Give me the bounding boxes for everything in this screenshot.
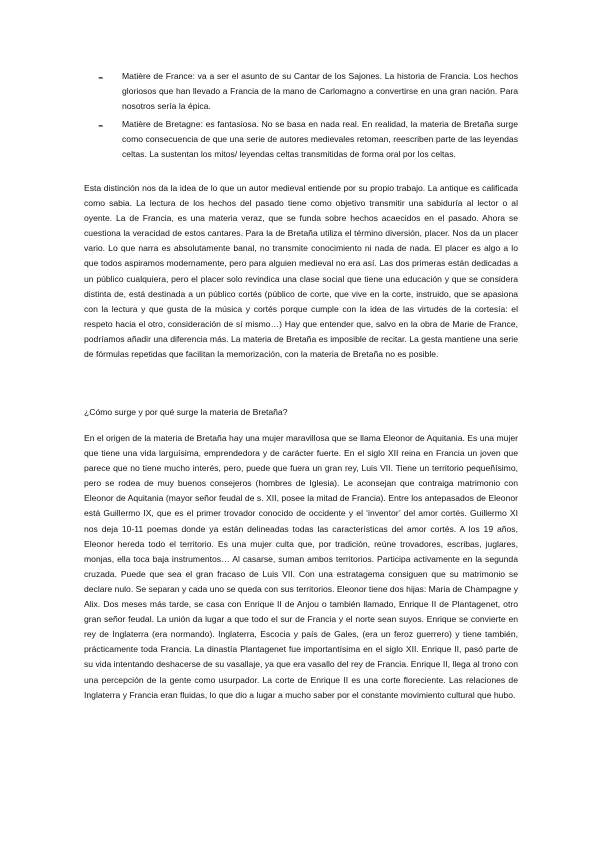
section-heading: ¿Cómo surge y por qué surge la materia de Bretaña? [84,407,288,417]
list-item-text: Matière de Bretagne: es fantasiosa. No se basa en nada real. En realidad, la materia de Bretaña surge como consecuencia de que una serie de autores medievales retoman, reescriben parte de las leyendas celtas. La sustentan los mitos/ leyendas celtas transmitidas de forma oral por los celtas. [122,118,518,160]
list-item [98,117,518,163]
list-item-text: Matière de France: va a ser el asunto de su Cantar de los Sajones. La historia de Francia. Los hechos gloriosos que han llevado a Francia de la mano de Carlomagno a convertirse en una gran nación. Para nosotros sería la épica. [122,71,518,112]
paragraph-block [84,181,518,362]
bullet-list [98,69,518,164]
list-item [98,69,518,115]
paragraph: En el origen de la materia de Bretaña hay una mujer maravillosa que se llama Eleonor de Aquitania. Es una mujer que tiene una vida larguísima, emprendedora y de carácter fuerte. En el siglo XII reina en Francia un joven que parece que no tiene mucho interés, pero, puede que fuera un gran rey, Luis VII. Tiene un territorio pequeñísimo, pero se rodea de muy buenos consejeros (hombres de Iglesia). Le aconsejan que contraiga matrimonio con Eleonor de Aquitania (mayor señor feudal de s. XII, posee la mitad de Francia). Entre los antepasados de Eleonor está Guillermo IX, que es el primer trovador conocido de occidente y el ‘inventor’ del amor cortés. Guillermo XI nos deja 10-11 poemas donde ya están delineadas todas las características del amor cortés. A los 19 años, Eleonor hereda todo el territorio. Es una mujer culta que, por tradición, reúne trovadores, escribas, juglares, monjas, ella toca baja instrumentos… Al casarse, suman ambos territorios. Participa activamente en la segunda cruzada. Puede que sea el gran fracaso de Luis VII. Con una estratagema consiguen que su matrimonio se declare nulo. Se separan y cada uno se queda con sus territorios. Eleonor tiene dos hijas: Maria de Champagne y Alix. Dos meses más tarde, se casa con Enrique II de Anjou o también llamado, Enrique II de Plantagenet, otro gran señor feudal. La unión da lugar a que todo el sur de Francia y el norte sean suyos. Enrique se convierte en rey de Inglaterra (era normando). Inglaterra, Escocia y país de Gales, (era un feroz guerrero) y tiene también, prácticamente toda Francia. La dinastía Plantagenet fue importantísima en el siglo XII. Enrique II, pasó parte de su vida intentando deshacerse de su vasallaje, ya que era vasallo del rey de Francia. Enrique II, llega al trono con una percepción de la gente como usurpador. La corte de Enrique II es una corte floreciente. Las relaciones de Inglaterra y Francia eran fluidas, lo que dio a lugar a mucho saber por el constante movimiento cultural que hubo. [84,433,518,700]
paragraph: Esta distinción nos da la idea de lo que un autor medieval entiende por su propio trabajo. La antique es calificada como sabia. La lectura de los hechos del pasado tiene como objetivo transmitir una sabiduría al lector o al oyente. La de Francia, es una materia veraz, que se funda sobre hechos acaecidos en el pasado. Ahora se cuestiona la veracidad de estos cantares. Para la de Bretaña utiliza el término diversión, placer. Nos da un placer vario. Lo que narra es absolutamente banal, no transmite conocimiento ni nada de nada. El placer es algo a lo que todos aspiramos modernamente, pero para alguien medieval no era así. Las dos primeras están dedicadas a un público cualquiera, pero el placer solo revindica una clase social que tiene una educación y que se considera distinta de, está destinada a un público cortés (público de corte, que vive en la corte, instruido, que se apasiona con la lectura y que gusta de la música y cortés porque cumple con la idea de las virtudes de la cortesía: el respeto hacia el otro, consideración de sí mismo…) Hay que entender que, salvo en la obra de Marie de France, podríamos añadir una diferencia más. La materia de Bretaña es imposible de recitar. La gesta mantiene una serie de fórmulas repetidas que facilitan la memorización, con la materia de Bretaña no es posible. [84,183,518,360]
bullet-marker: - [98,116,104,134]
section-heading-block [84,405,518,420]
paragraph-block [84,431,518,703]
bullet-marker: - [98,69,104,86]
